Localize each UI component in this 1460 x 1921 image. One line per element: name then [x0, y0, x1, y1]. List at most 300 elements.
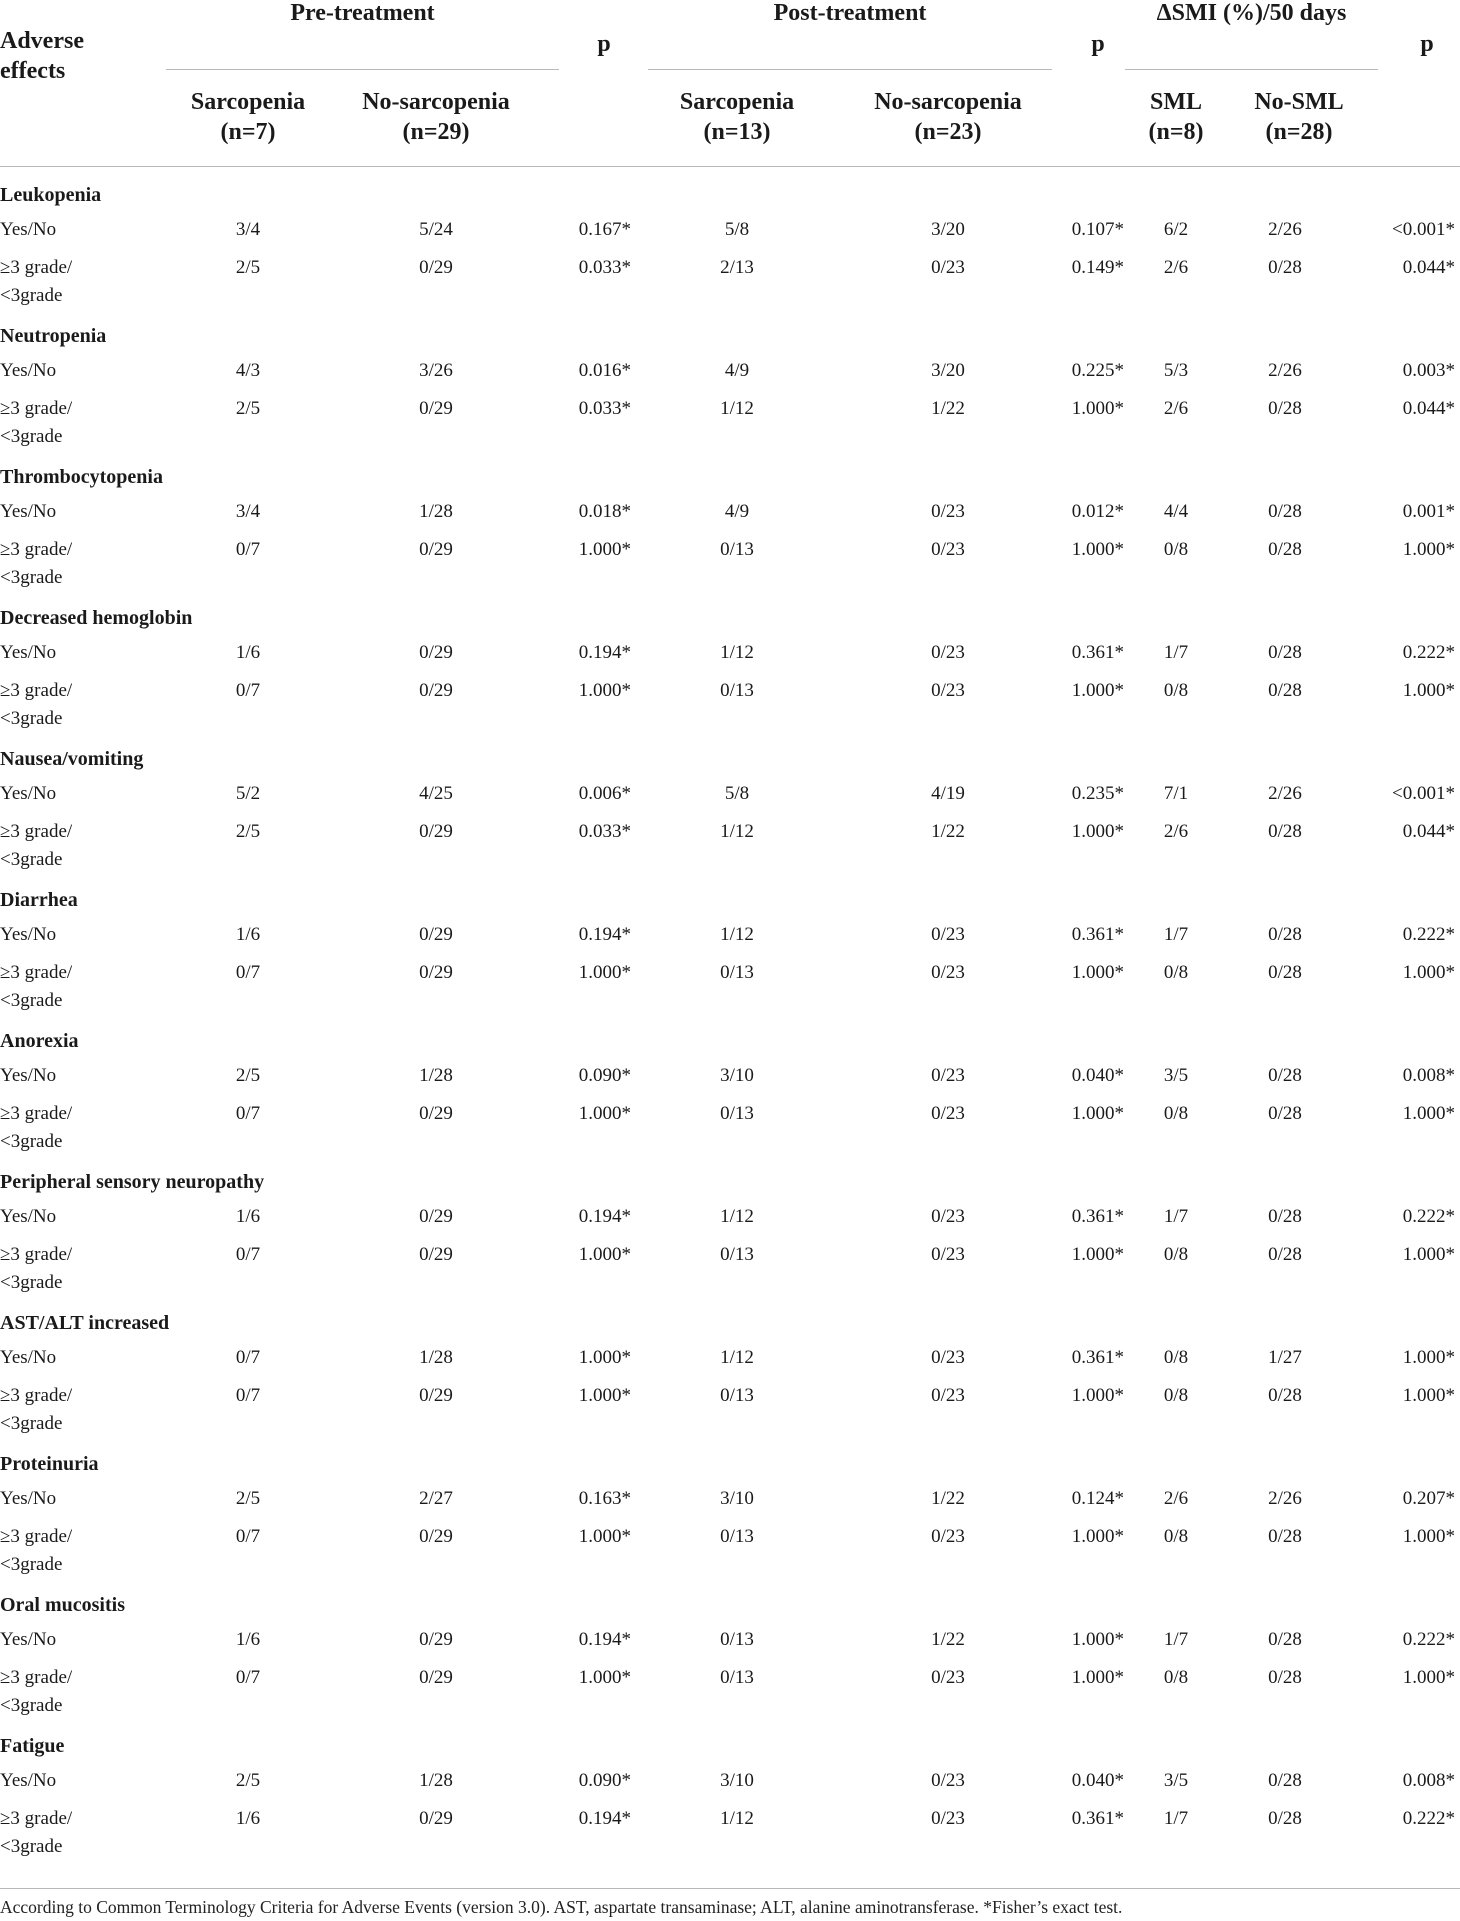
- cell-no-sml: 0/28: [1268, 1206, 1302, 1227]
- cell-pre-p: 0.033*: [578, 821, 631, 842]
- cell-post-no-sarcopenia: 0/23: [931, 642, 965, 663]
- cell-sml: 0/8: [1163, 539, 1189, 560]
- cell-pre-sarcopenia: 2/5: [235, 257, 261, 278]
- section-title: Diarrhea: [0, 889, 78, 911]
- cell-pre-p: 0.018*: [578, 501, 631, 522]
- cell-pre-no-sarcopenia: 0/29: [419, 680, 453, 701]
- cell-dsmi-p: 0.207*: [1402, 1488, 1455, 1509]
- cell-pre-sarcopenia: 0/7: [235, 539, 261, 560]
- cell-pre-sarcopenia: 3/4: [235, 501, 261, 522]
- cell-post-p: 0.040*: [1071, 1770, 1124, 1791]
- cell-dsmi-p: 0.044*: [1402, 821, 1455, 842]
- cell-post-sarcopenia: 1/12: [720, 1808, 754, 1829]
- cell-dsmi-p: 0.008*: [1402, 1065, 1455, 1086]
- section-title: Nausea/vomiting: [0, 748, 144, 770]
- cell-pre-no-sarcopenia: 0/29: [419, 1206, 453, 1227]
- cell-dsmi-p: 0.222*: [1402, 1808, 1455, 1829]
- cell-post-p: 1.000*: [1071, 398, 1124, 419]
- cell-post-no-sarcopenia: 1/22: [931, 1488, 965, 1509]
- row-label: [0, 818, 72, 874]
- header-post-no-sarcopenia-n: (n=23): [914, 119, 982, 145]
- header-sml-n: (n=8): [1148, 119, 1204, 145]
- cell-no-sml: 0/28: [1268, 1385, 1302, 1406]
- row-label: [0, 780, 56, 808]
- cell-no-sml: 0/28: [1268, 1770, 1302, 1791]
- cell-pre-p: 1.000*: [578, 680, 631, 701]
- cell-sml: 2/6: [1163, 398, 1189, 419]
- header-delta-smi: ΔSMI (%)/50 days: [1156, 0, 1347, 26]
- cell-post-sarcopenia: 1/12: [720, 1347, 754, 1368]
- cell-pre-sarcopenia: 0/7: [235, 962, 261, 983]
- cell-dsmi-p: 0.008*: [1402, 1770, 1455, 1791]
- cell-sml: 0/8: [1163, 1526, 1189, 1547]
- cell-post-sarcopenia: 0/13: [720, 1629, 754, 1650]
- cell-pre-p: 1.000*: [578, 539, 631, 560]
- cell-post-no-sarcopenia: 0/23: [931, 1065, 965, 1086]
- row-label-line: Yes/No: [0, 501, 57, 522]
- cell-sml: 0/8: [1163, 1667, 1189, 1688]
- row-label-line: Yes/No: [0, 642, 57, 663]
- cell-post-p: 0.361*: [1071, 1206, 1124, 1227]
- section-title: Decreased hemoglobin: [0, 607, 193, 629]
- cell-pre-no-sarcopenia: 0/29: [419, 1808, 453, 1829]
- row-label: [0, 1100, 72, 1156]
- cell-post-p: 1.000*: [1071, 539, 1124, 560]
- cell-pre-sarcopenia: 0/7: [235, 1244, 261, 1265]
- row-label-line: Yes/No: [0, 1629, 57, 1650]
- cell-pre-no-sarcopenia: 0/29: [419, 924, 453, 945]
- header-p-post: p: [1091, 31, 1105, 57]
- cell-dsmi-p: 1.000*: [1402, 1347, 1455, 1368]
- cell-post-sarcopenia: 0/13: [720, 1667, 754, 1688]
- cell-sml: 1/7: [1163, 924, 1189, 945]
- cell-sml: 3/5: [1163, 1770, 1189, 1791]
- cell-sml: 1/7: [1163, 1629, 1189, 1650]
- cell-sml: 0/8: [1163, 962, 1189, 983]
- cell-pre-p: 0.090*: [578, 1065, 631, 1086]
- cell-post-p: 1.000*: [1071, 1526, 1124, 1547]
- header-pre-no-sarcopenia: [362, 87, 510, 147]
- row-label: [0, 921, 56, 949]
- cell-post-p: 0.149*: [1071, 257, 1124, 278]
- cell-no-sml: 0/28: [1268, 642, 1302, 663]
- cell-dsmi-p: 1.000*: [1402, 680, 1455, 701]
- header-post-no-sarcopenia: [874, 87, 1022, 147]
- row-label: [0, 254, 72, 310]
- cell-dsmi-p: 1.000*: [1402, 539, 1455, 560]
- cell-post-sarcopenia: 0/13: [720, 680, 754, 701]
- cell-post-p: 0.361*: [1071, 924, 1124, 945]
- cell-post-no-sarcopenia: 0/23: [931, 1347, 965, 1368]
- cell-post-sarcopenia: 0/13: [720, 1385, 754, 1406]
- cell-sml: 1/7: [1163, 1206, 1189, 1227]
- cell-pre-sarcopenia: 2/5: [235, 398, 261, 419]
- header-bottom-rule: [0, 166, 1460, 167]
- row-label-line: <3grade: [0, 1131, 63, 1152]
- cell-post-sarcopenia: 0/13: [720, 539, 754, 560]
- row-label-line: Yes/No: [0, 1770, 57, 1791]
- row-label-line: <3grade: [0, 1413, 63, 1434]
- section-title: Peripheral sensory neuropathy: [0, 1171, 265, 1193]
- cell-post-p: 0.361*: [1071, 642, 1124, 663]
- cell-dsmi-p: 1.000*: [1402, 1244, 1455, 1265]
- cell-post-no-sarcopenia: 0/23: [931, 962, 965, 983]
- cell-post-sarcopenia: 0/13: [720, 1103, 754, 1124]
- cell-post-no-sarcopenia: 0/23: [931, 1206, 965, 1227]
- cell-no-sml: 0/28: [1268, 924, 1302, 945]
- cell-post-p: 0.361*: [1071, 1808, 1124, 1829]
- row-label-line: ≥3 grade/: [0, 680, 73, 701]
- cell-pre-p: 0.016*: [578, 360, 631, 381]
- cell-sml: 6/2: [1163, 219, 1189, 240]
- cell-no-sml: 0/28: [1268, 1103, 1302, 1124]
- cell-pre-p: 0.033*: [578, 257, 631, 278]
- cell-post-no-sarcopenia: 4/19: [931, 783, 965, 804]
- cell-pre-p: 0.194*: [578, 1629, 631, 1650]
- cell-post-p: 0.235*: [1071, 783, 1124, 804]
- cell-pre-no-sarcopenia: 0/29: [419, 1244, 453, 1265]
- cell-dsmi-p: 0.222*: [1402, 1206, 1455, 1227]
- cell-post-sarcopenia: 5/8: [724, 219, 750, 240]
- cell-pre-sarcopenia: 2/5: [235, 821, 261, 842]
- row-label: [0, 639, 56, 667]
- cell-no-sml: 2/26: [1268, 783, 1302, 804]
- cell-pre-sarcopenia: 0/7: [235, 1347, 261, 1368]
- header-post-sarcopenia: [680, 87, 794, 147]
- cell-pre-no-sarcopenia: 0/29: [419, 821, 453, 842]
- cell-pre-sarcopenia: 0/7: [235, 1385, 261, 1406]
- cell-pre-p: 0.006*: [578, 783, 631, 804]
- row-label: [0, 498, 56, 526]
- cell-pre-no-sarcopenia: 4/25: [419, 783, 453, 804]
- cell-no-sml: 0/28: [1268, 1629, 1302, 1650]
- row-label: [0, 1485, 56, 1513]
- row-label-line: ≥3 grade/: [0, 257, 73, 278]
- cell-post-no-sarcopenia: 0/23: [931, 680, 965, 701]
- cell-pre-no-sarcopenia: 0/29: [419, 1629, 453, 1650]
- cell-post-sarcopenia: 1/12: [720, 642, 754, 663]
- cell-post-no-sarcopenia: 0/23: [931, 924, 965, 945]
- cell-pre-no-sarcopenia: 0/29: [419, 539, 453, 560]
- cell-post-p: 1.000*: [1071, 1103, 1124, 1124]
- cell-dsmi-p: 1.000*: [1402, 1526, 1455, 1547]
- row-label-line: Yes/No: [0, 1065, 57, 1086]
- cell-pre-no-sarcopenia: 1/28: [419, 501, 453, 522]
- cell-pre-no-sarcopenia: 0/29: [419, 398, 453, 419]
- header-pre-no-sarcopenia-n: (n=29): [402, 119, 470, 145]
- row-label: [0, 1344, 56, 1372]
- cell-post-p: 0.107*: [1071, 219, 1124, 240]
- cell-post-no-sarcopenia: 0/23: [931, 1667, 965, 1688]
- cell-pre-no-sarcopenia: 2/27: [419, 1488, 453, 1509]
- cell-pre-p: 0.194*: [578, 924, 631, 945]
- row-label-line: ≥3 grade/: [0, 1808, 73, 1829]
- cell-post-p: 0.012*: [1071, 501, 1124, 522]
- cell-post-p: 0.361*: [1071, 1347, 1124, 1368]
- cell-post-p: 1.000*: [1071, 962, 1124, 983]
- header-post-sarcopenia-label: Sarcopenia: [679, 89, 795, 115]
- cell-post-no-sarcopenia: 0/23: [931, 257, 965, 278]
- cell-post-sarcopenia: 0/13: [720, 1526, 754, 1547]
- cell-dsmi-p: 0.222*: [1402, 924, 1455, 945]
- cell-sml: 5/3: [1163, 360, 1189, 381]
- section-title: AST/ALT increased: [0, 1312, 170, 1334]
- cell-pre-sarcopenia: 0/7: [235, 1526, 261, 1547]
- cell-sml: 0/8: [1163, 1244, 1189, 1265]
- row-label-line: <3grade: [0, 426, 63, 447]
- cell-pre-no-sarcopenia: 0/29: [419, 1385, 453, 1406]
- section-title: Leukopenia: [0, 184, 102, 206]
- row-label: [0, 1241, 72, 1297]
- cell-pre-no-sarcopenia: 0/29: [419, 1667, 453, 1688]
- section-title: Neutropenia: [0, 325, 107, 347]
- row-label-line: Yes/No: [0, 1206, 57, 1227]
- cell-post-sarcopenia: 3/10: [720, 1770, 754, 1791]
- cell-post-sarcopenia: 1/12: [720, 1206, 754, 1227]
- cell-dsmi-p: 1.000*: [1402, 1103, 1455, 1124]
- cell-no-sml: 2/26: [1268, 1488, 1302, 1509]
- cell-post-p: 1.000*: [1071, 1385, 1124, 1406]
- cell-post-no-sarcopenia: 3/20: [931, 360, 965, 381]
- section-title: Fatigue: [0, 1735, 65, 1757]
- cell-post-sarcopenia: 4/9: [724, 360, 750, 381]
- cell-post-p: 1.000*: [1071, 1667, 1124, 1688]
- cell-post-sarcopenia: 1/12: [720, 821, 754, 842]
- header-effects: effects: [0, 58, 66, 84]
- cell-dsmi-p: <0.001*: [1392, 783, 1455, 804]
- cell-pre-no-sarcopenia: 0/29: [419, 257, 453, 278]
- cell-dsmi-p: 1.000*: [1402, 962, 1455, 983]
- cell-sml: 0/8: [1163, 680, 1189, 701]
- cell-post-sarcopenia: 3/10: [720, 1065, 754, 1086]
- cell-sml: 4/4: [1163, 501, 1189, 522]
- cell-post-p: 0.124*: [1071, 1488, 1124, 1509]
- row-label-line: <3grade: [0, 285, 63, 306]
- cell-pre-p: 0.163*: [578, 1488, 631, 1509]
- row-label: [0, 1767, 56, 1795]
- cell-post-no-sarcopenia: 0/23: [931, 1385, 965, 1406]
- cell-pre-p: 0.033*: [578, 398, 631, 419]
- rule-post: [648, 69, 1052, 70]
- cell-no-sml: 0/28: [1268, 539, 1302, 560]
- cell-pre-p: 1.000*: [578, 1667, 631, 1688]
- cell-dsmi-p: 0.044*: [1402, 398, 1455, 419]
- row-label: [0, 1203, 56, 1231]
- cell-pre-sarcopenia: 5/2: [235, 783, 261, 804]
- cell-post-no-sarcopenia: 0/23: [931, 1244, 965, 1265]
- row-label: [0, 959, 72, 1015]
- cell-post-p: 1.000*: [1071, 1629, 1124, 1650]
- cell-pre-p: 1.000*: [578, 1526, 631, 1547]
- cell-no-sml: 2/26: [1268, 360, 1302, 381]
- cell-post-sarcopenia: 4/9: [724, 501, 750, 522]
- row-label-line: ≥3 grade/: [0, 962, 73, 983]
- cell-pre-sarcopenia: 0/7: [235, 1103, 261, 1124]
- cell-pre-sarcopenia: 1/6: [235, 1206, 261, 1227]
- row-label-line: <3grade: [0, 990, 63, 1011]
- row-label-line: ≥3 grade/: [0, 821, 73, 842]
- header-no-sml-n: (n=28): [1265, 119, 1333, 145]
- row-label-line: <3grade: [0, 708, 63, 729]
- cell-pre-sarcopenia: 0/7: [235, 1667, 261, 1688]
- cell-no-sml: 0/28: [1268, 1526, 1302, 1547]
- cell-post-sarcopenia: 3/10: [720, 1488, 754, 1509]
- cell-pre-p: 1.000*: [578, 1244, 631, 1265]
- header-pre-no-sarcopenia-label: No-sarcopenia: [362, 89, 510, 115]
- row-label-line: ≥3 grade/: [0, 1385, 73, 1406]
- cell-no-sml: 2/26: [1268, 219, 1302, 240]
- cell-no-sml: 0/28: [1268, 680, 1302, 701]
- row-label-line: <3grade: [0, 1272, 63, 1293]
- cell-pre-no-sarcopenia: 0/29: [419, 1526, 453, 1547]
- row-label-line: ≥3 grade/: [0, 1526, 73, 1547]
- cell-no-sml: 0/28: [1268, 1667, 1302, 1688]
- header-sml-label: SML: [1149, 89, 1203, 115]
- row-label-line: <3grade: [0, 1836, 63, 1857]
- cell-post-sarcopenia: 5/8: [724, 783, 750, 804]
- cell-dsmi-p: 0.001*: [1402, 501, 1455, 522]
- row-label-line: Yes/No: [0, 924, 57, 945]
- cell-post-no-sarcopenia: 0/23: [931, 539, 965, 560]
- cell-sml: 7/1: [1163, 783, 1189, 804]
- row-label-line: <3grade: [0, 567, 63, 588]
- cell-pre-sarcopenia: 1/6: [235, 1629, 261, 1650]
- table-footnote: According to Common Terminology Criteria for Adverse Events (version 3.0). AST, aspartate transaminase; ALT, alanine aminotransferase. *Fisher’s exact test.: [0, 1897, 1123, 1917]
- row-label-line: Yes/No: [0, 783, 57, 804]
- cell-pre-p: 1.000*: [578, 1347, 631, 1368]
- cell-post-no-sarcopenia: 1/22: [931, 398, 965, 419]
- row-label-line: <3grade: [0, 1554, 63, 1575]
- cell-post-no-sarcopenia: 0/23: [931, 1770, 965, 1791]
- cell-sml: 1/7: [1163, 642, 1189, 663]
- cell-post-no-sarcopenia: 0/23: [931, 1526, 965, 1547]
- cell-sml: 2/6: [1163, 821, 1189, 842]
- cell-dsmi-p: 0.222*: [1402, 1629, 1455, 1650]
- cell-pre-p: 0.167*: [578, 219, 631, 240]
- cell-sml: 1/7: [1163, 1808, 1189, 1829]
- header-pre-treatment: Pre-treatment: [290, 0, 435, 26]
- row-label-line: Yes/No: [0, 219, 57, 240]
- header-p-pre: p: [597, 31, 611, 57]
- cell-dsmi-p: 0.222*: [1402, 642, 1455, 663]
- cell-post-sarcopenia: 1/12: [720, 924, 754, 945]
- header-no-sml-label: No-SML: [1254, 89, 1344, 115]
- row-label-line: Yes/No: [0, 1488, 57, 1509]
- row-label-line: Yes/No: [0, 360, 57, 381]
- cell-pre-p: 1.000*: [578, 1385, 631, 1406]
- cell-sml: 0/8: [1163, 1103, 1189, 1124]
- cell-pre-no-sarcopenia: 0/29: [419, 642, 453, 663]
- cell-pre-no-sarcopenia: 3/26: [419, 360, 453, 381]
- cell-post-sarcopenia: 0/13: [720, 962, 754, 983]
- cell-pre-no-sarcopenia: 1/28: [419, 1347, 453, 1368]
- row-label: [0, 1062, 56, 1090]
- cell-post-sarcopenia: 1/12: [720, 398, 754, 419]
- row-label: [0, 1382, 72, 1438]
- cell-no-sml: 0/28: [1268, 1808, 1302, 1829]
- cell-post-no-sarcopenia: 0/23: [931, 1808, 965, 1829]
- cell-pre-no-sarcopenia: 0/29: [419, 962, 453, 983]
- cell-dsmi-p: 0.044*: [1402, 257, 1455, 278]
- row-label: [0, 1523, 72, 1579]
- row-label: [0, 677, 72, 733]
- cell-pre-no-sarcopenia: 1/28: [419, 1770, 453, 1791]
- header-pre-sarcopenia: [191, 87, 305, 147]
- cell-no-sml: 0/28: [1268, 257, 1302, 278]
- row-label: [0, 357, 56, 385]
- cell-pre-p: 0.090*: [578, 1770, 631, 1791]
- row-label-line: ≥3 grade/: [0, 1244, 73, 1265]
- cell-pre-sarcopenia: 0/7: [235, 680, 261, 701]
- row-label-line: <3grade: [0, 1695, 63, 1716]
- cell-sml: 0/8: [1163, 1385, 1189, 1406]
- row-label-line: ≥3 grade/: [0, 1103, 73, 1124]
- cell-dsmi-p: 1.000*: [1402, 1667, 1455, 1688]
- cell-dsmi-p: 0.003*: [1402, 360, 1455, 381]
- row-label-line: ≥3 grade/: [0, 539, 73, 560]
- rule-pre: [166, 69, 559, 70]
- cell-pre-sarcopenia: 3/4: [235, 219, 261, 240]
- row-label: [0, 216, 56, 244]
- cell-post-p: 0.225*: [1071, 360, 1124, 381]
- section-title: Proteinuria: [0, 1453, 99, 1475]
- cell-post-no-sarcopenia: 1/22: [931, 1629, 965, 1650]
- row-label-line: Yes/No: [0, 1347, 57, 1368]
- cell-post-p: 0.040*: [1071, 1065, 1124, 1086]
- cell-post-p: 1.000*: [1071, 680, 1124, 701]
- section-title: Anorexia: [0, 1030, 79, 1052]
- header-pre-sarcopenia-n: (n=7): [220, 119, 276, 145]
- cell-no-sml: 0/28: [1268, 398, 1302, 419]
- cell-post-p: 1.000*: [1071, 1244, 1124, 1265]
- cell-dsmi-p: 1.000*: [1402, 1385, 1455, 1406]
- cell-sml: 3/5: [1163, 1065, 1189, 1086]
- cell-post-no-sarcopenia: 1/22: [931, 821, 965, 842]
- cell-pre-sarcopenia: 2/5: [235, 1770, 261, 1791]
- row-label: [0, 536, 72, 592]
- cell-dsmi-p: <0.001*: [1392, 219, 1455, 240]
- cell-post-sarcopenia: 0/13: [720, 1244, 754, 1265]
- row-label: [0, 1805, 72, 1861]
- header-post-no-sarcopenia-label: No-sarcopenia: [874, 89, 1022, 115]
- header-sml: [1148, 87, 1203, 147]
- cell-pre-p: 0.194*: [578, 642, 631, 663]
- rule-dsmi: [1125, 69, 1378, 70]
- cell-sml: 2/6: [1163, 257, 1189, 278]
- row-label: [0, 395, 72, 451]
- cell-post-p: 1.000*: [1071, 821, 1124, 842]
- section-title: Oral mucositis: [0, 1594, 125, 1616]
- table-bottom-rule: [0, 1888, 1460, 1889]
- cell-no-sml: 0/28: [1268, 501, 1302, 522]
- row-label: [0, 1664, 72, 1720]
- row-label: [0, 1626, 56, 1654]
- cell-pre-sarcopenia: 1/6: [235, 924, 261, 945]
- cell-post-no-sarcopenia: 0/23: [931, 1103, 965, 1124]
- cell-no-sml: 0/28: [1268, 1065, 1302, 1086]
- cell-no-sml: 1/27: [1268, 1347, 1302, 1368]
- cell-no-sml: 0/28: [1268, 1244, 1302, 1265]
- header-pre-sarcopenia-label: Sarcopenia: [190, 89, 306, 115]
- cell-sml: 2/6: [1163, 1488, 1189, 1509]
- cell-pre-sarcopenia: 1/6: [235, 642, 261, 663]
- cell-post-no-sarcopenia: 3/20: [931, 219, 965, 240]
- header-no-sml: [1254, 87, 1343, 147]
- cell-no-sml: 0/28: [1268, 821, 1302, 842]
- row-label-line: <3grade: [0, 849, 63, 870]
- cell-post-sarcopenia: 2/13: [720, 257, 754, 278]
- cell-pre-no-sarcopenia: 0/29: [419, 1103, 453, 1124]
